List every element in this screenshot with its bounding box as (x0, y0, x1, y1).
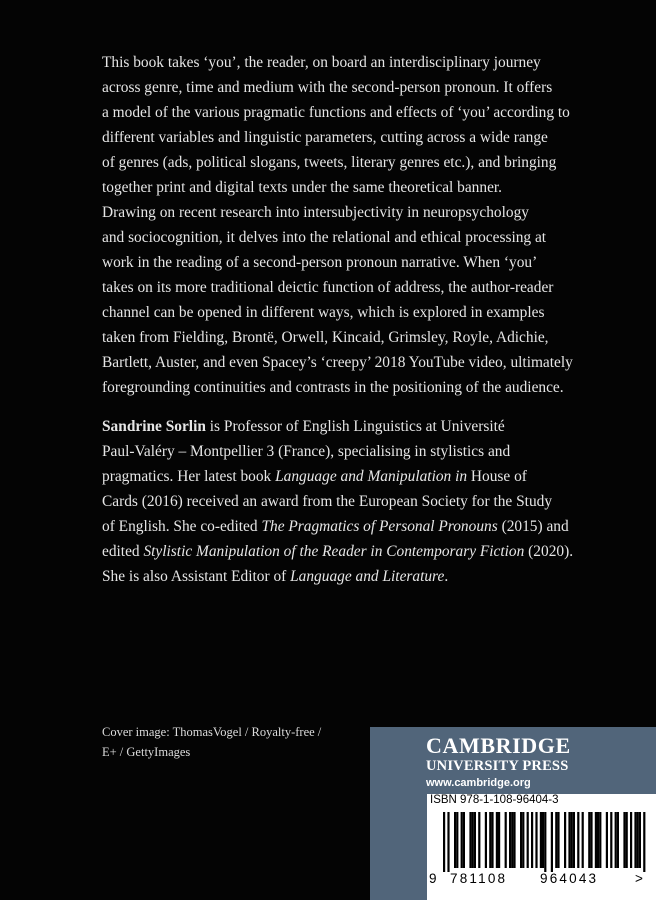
barcode-bar (511, 812, 513, 868)
barcode-bar (626, 812, 628, 868)
blurb-line: This book takes ‘you’, the reader, on board an interdisciplinary journey (102, 54, 541, 71)
book-blurb (102, 50, 582, 400)
barcode-bar (582, 812, 584, 868)
bio-line: Paul-Valéry – Montpellier 3 (France), specialising in stylistics and (102, 443, 511, 460)
barcode-bar (505, 812, 507, 868)
bio-line: She is also Assistant Editor of Language and Literature. (102, 568, 449, 585)
barcode-bar (623, 812, 625, 868)
author-name: Sandrine Sorlin (102, 418, 206, 435)
journal-title: Language and Literature (290, 568, 445, 585)
barcode-bar (544, 812, 546, 872)
publisher-subname: UNIVERSITY PRESS (426, 758, 569, 774)
barcode-bar (531, 812, 533, 868)
bio-line: Cards (2016) received an award from the European Society for the Study (102, 493, 553, 510)
barcode-bar (463, 812, 465, 868)
barcode-bar (447, 812, 449, 872)
barcode-left-digits: 781108 (450, 871, 508, 886)
barcode-bar (551, 812, 553, 872)
barcode-bar (588, 812, 590, 868)
barcode-bar (571, 812, 573, 868)
barcode-bar (557, 812, 559, 868)
barcode-bar (637, 812, 639, 868)
blurb-line: Bartlett, Auster, and even Spacey’s ‘creepy’ 2018 YouTube video, ultimately (102, 354, 573, 371)
barcode-bar (478, 812, 480, 868)
barcode-bar (542, 812, 544, 868)
barcode-bar (485, 812, 487, 868)
book-title: The Pragmatics of Personal Pronouns (261, 518, 498, 535)
barcode-bar (498, 812, 500, 868)
blurb-line: and sociocognition, it delves into the relational and ethical processing at (102, 229, 547, 246)
barcode-bar (461, 812, 463, 868)
barcode-bar (491, 812, 493, 868)
barcode-bar (590, 812, 592, 868)
blurb-line: together print and digital texts under the same theoretical banner. (102, 179, 503, 196)
barcode-bar (472, 812, 474, 868)
barcode-bar (513, 812, 515, 868)
barcode-first-digit: 9 (429, 871, 437, 886)
bio-line: Sandrine Sorlin is Professor of English Linguistics at Université (102, 418, 505, 435)
barcode (427, 794, 656, 900)
publisher-panel (370, 727, 656, 900)
blurb-line: different variables and linguistic parameters, cutting across a wide range (102, 129, 548, 146)
barcode-bar (496, 812, 498, 868)
barcode-bar (597, 812, 599, 868)
blurb-line: across genre, time and medium with the second-person pronoun. It offers (102, 79, 553, 96)
barcode-bar (522, 812, 524, 868)
blurb-line: channel can be opened in different ways, which is explored in examples (102, 304, 545, 321)
blurb-line: foregrounding continuities and contrasts in the positioning of the audience. (102, 379, 564, 396)
barcode-bar (469, 812, 471, 868)
isbn-label: ISBN 978-1-108-96404-3 (430, 794, 559, 806)
publisher-name: CAMBRIDGE (426, 733, 571, 758)
barcode-bar (564, 812, 566, 868)
cover-image-credit: Cover image: ThomasVogel / Royalty-free / E+ / GettyImages (102, 725, 322, 759)
barcode-bar (630, 812, 632, 868)
barcode-arrow: > (635, 871, 643, 886)
barcode-bar (456, 812, 458, 868)
blurb-line: Drawing on recent research into intersubjectivity in neuropsychology (102, 204, 529, 221)
barcode-bar (643, 812, 645, 872)
blurb-line: of genres (ads, political slogans, tweets, literary genres etc.), and bringing (102, 154, 557, 171)
barcode-bar (617, 812, 619, 868)
barcode-bar (615, 812, 617, 868)
bio-line: pragmatics. Her latest book Language and Manipulation in House of (102, 468, 527, 485)
bio-line: edited Stylistic Manipulation of the Reader in Contemporary Fiction (2020). (102, 543, 574, 560)
barcode-bar (639, 812, 641, 868)
barcode-bar (634, 812, 636, 868)
blurb-line: a model of the various pragmatic functions and effects of ‘you’ according to (102, 104, 570, 121)
barcode-bar (520, 812, 522, 868)
barcode-bar (568, 812, 570, 868)
barcode-right-digits: 964043 (540, 871, 599, 886)
blurb-line: work in the reading of a second-person pronoun narrative. When ‘you’ (102, 254, 538, 271)
barcode-bar (577, 812, 579, 868)
barcode-bar (606, 812, 608, 868)
barcode-bar (535, 812, 537, 868)
barcode-bar (527, 812, 529, 868)
barcode-bar (540, 812, 542, 868)
barcode-bar (509, 812, 511, 868)
barcode-bar (474, 812, 476, 868)
blurb-line: taken from Fielding, Brontë, Orwell, Kincaid, Grimsley, Royle, Adichie, (102, 329, 549, 346)
barcode-bars (437, 812, 646, 872)
author-bio (102, 414, 582, 589)
barcode-bar (595, 812, 597, 868)
barcode-bar (599, 812, 601, 868)
barcode-bar (443, 812, 445, 872)
barcode-bar (610, 812, 612, 868)
barcode-bar (489, 812, 491, 868)
publisher-url: www.cambridge.org (426, 777, 531, 789)
blurb-line: takes on its more traditional deictic function of address, the author-reader (102, 279, 554, 296)
barcode-bar (454, 812, 456, 868)
book-title: Stylistic Manipulation of the Reader in Contemporary Fiction (143, 543, 525, 560)
book-title: Language and Manipulation in (275, 468, 468, 485)
bio-line: of English. She co-edited The Pragmatics of Personal Pronouns (2015) and (102, 518, 569, 535)
barcode-bar (573, 812, 575, 868)
barcode-bar (555, 812, 557, 868)
